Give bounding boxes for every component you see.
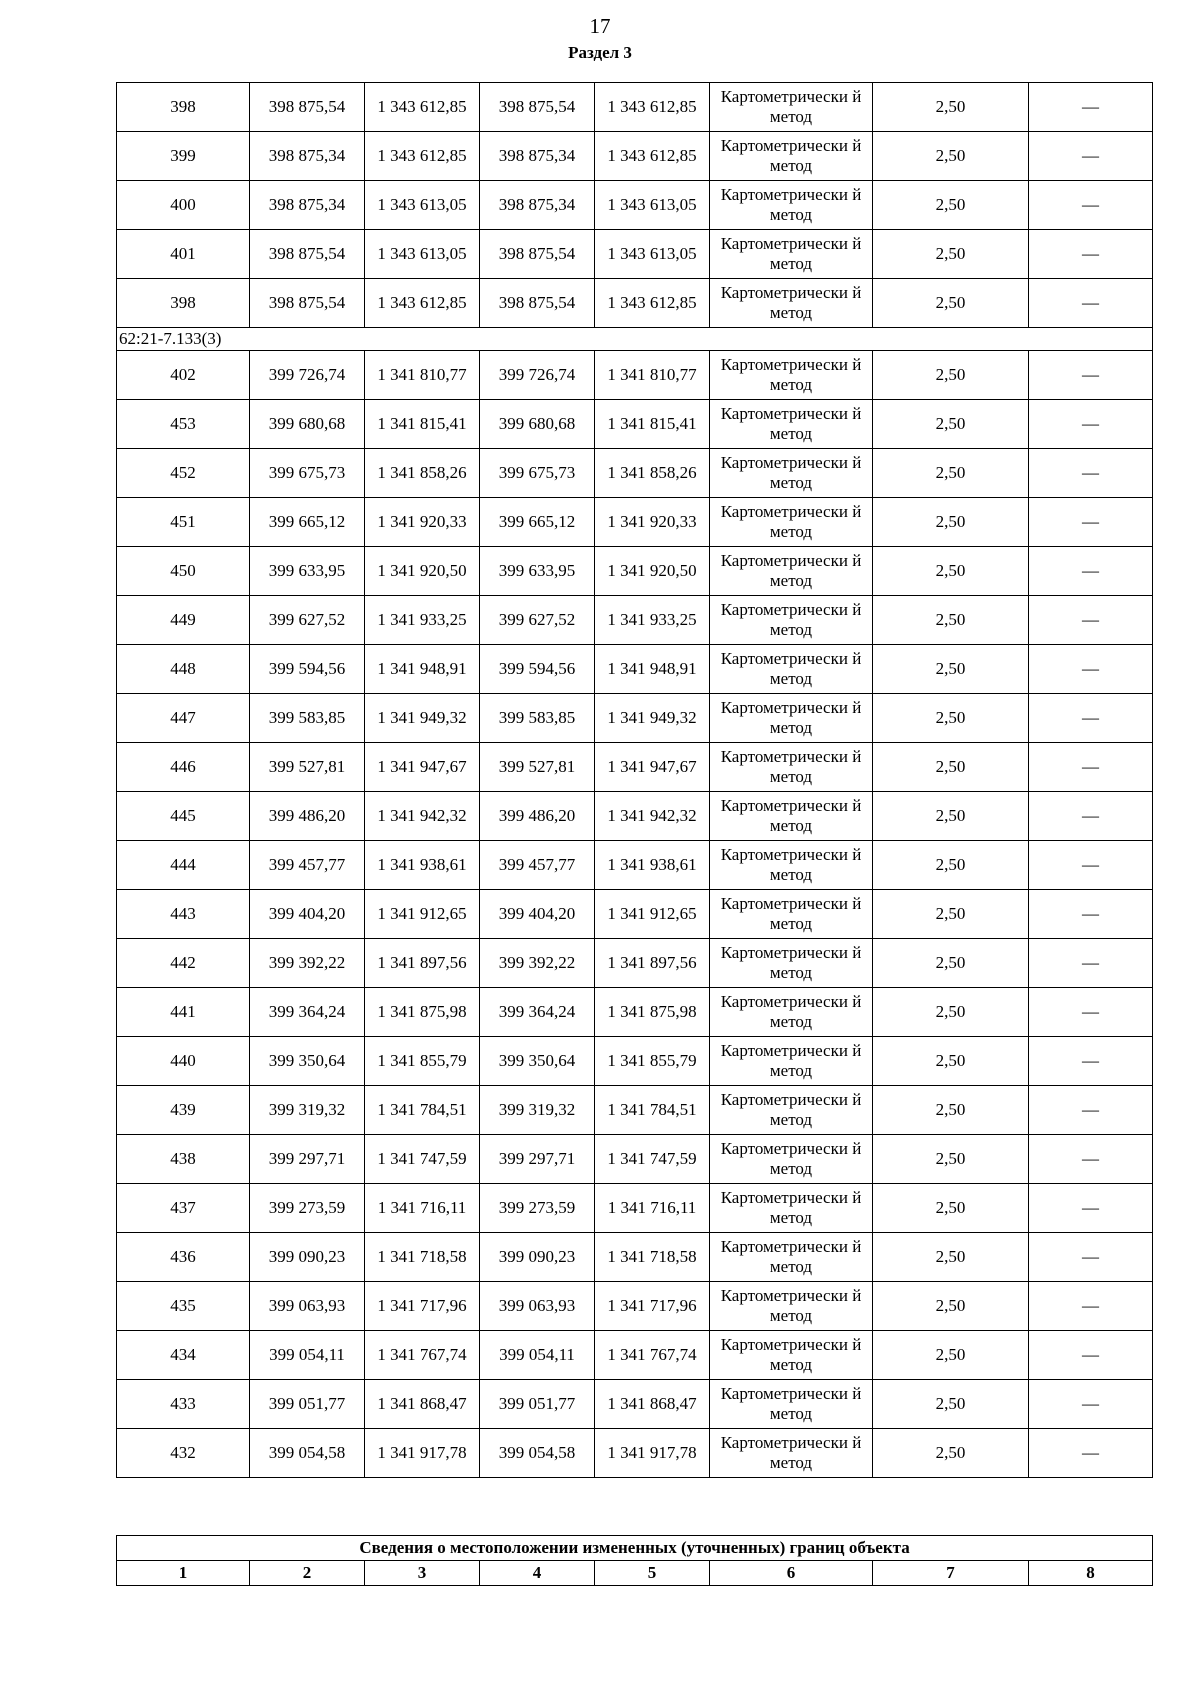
y-refined-cell: 1 341 933,25 (595, 596, 710, 645)
y-existing-cell: 1 341 948,91 (365, 645, 480, 694)
y-existing-cell: 1 341 717,96 (365, 1282, 480, 1331)
y-existing-cell: 1 341 897,56 (365, 939, 480, 988)
x-refined-cell: 399 527,81 (480, 743, 595, 792)
y-refined-cell: 1 341 920,33 (595, 498, 710, 547)
table-row (117, 939, 1153, 988)
notes-cell: — (1029, 1037, 1153, 1086)
table-row (117, 449, 1153, 498)
accuracy-cell: 2,50 (873, 547, 1029, 596)
x-existing-cell: 399 527,81 (250, 743, 365, 792)
x-refined-cell: 399 726,74 (480, 351, 595, 400)
y-existing-cell: 1 341 718,58 (365, 1233, 480, 1282)
notes-cell: — (1029, 596, 1153, 645)
x-refined-cell: 399 665,12 (480, 498, 595, 547)
method-cell: Картометрически й метод (710, 841, 873, 890)
x-existing-cell: 399 627,52 (250, 596, 365, 645)
x-existing-cell: 399 090,23 (250, 1233, 365, 1282)
x-existing-cell: 399 680,68 (250, 400, 365, 449)
point-number-cell: 453 (117, 400, 250, 449)
y-refined-cell: 1 341 718,58 (595, 1233, 710, 1282)
accuracy-cell: 2,50 (873, 181, 1029, 230)
table-group-row (117, 328, 1153, 351)
point-number-cell: 438 (117, 1135, 250, 1184)
method-cell: Картометрически й метод (710, 792, 873, 841)
point-number-cell: 447 (117, 694, 250, 743)
accuracy-cell: 2,50 (873, 132, 1029, 181)
page-number: 17 (589, 14, 611, 38)
x-refined-cell: 399 392,22 (480, 939, 595, 988)
x-existing-cell: 399 054,58 (250, 1429, 365, 1478)
y-existing-cell: 1 341 858,26 (365, 449, 480, 498)
point-number-cell: 398 (117, 83, 250, 132)
y-existing-cell: 1 341 815,41 (365, 400, 480, 449)
x-existing-cell: 399 583,85 (250, 694, 365, 743)
table-row (117, 132, 1153, 181)
x-existing-cell: 399 486,20 (250, 792, 365, 841)
notes-cell: — (1029, 132, 1153, 181)
y-existing-cell: 1 341 938,61 (365, 841, 480, 890)
y-refined-cell: 1 343 613,05 (595, 181, 710, 230)
x-refined-cell: 399 350,64 (480, 1037, 595, 1086)
y-refined-cell: 1 341 784,51 (595, 1086, 710, 1135)
accuracy-cell: 2,50 (873, 596, 1029, 645)
y-refined-cell: 1 341 717,96 (595, 1282, 710, 1331)
notes-cell: — (1029, 890, 1153, 939)
y-refined-cell: 1 341 855,79 (595, 1037, 710, 1086)
point-number-cell: 445 (117, 792, 250, 841)
table-row (117, 1233, 1153, 1282)
accuracy-cell: 2,50 (873, 1135, 1029, 1184)
method-cell: Картометрически й метод (710, 1086, 873, 1135)
column-number-cell: 8 (1029, 1561, 1153, 1586)
x-refined-cell: 399 594,56 (480, 645, 595, 694)
notes-cell: — (1029, 83, 1153, 132)
x-existing-cell: 399 297,71 (250, 1135, 365, 1184)
method-cell: Картометрически й метод (710, 400, 873, 449)
boundary-info-table (116, 1535, 1153, 1586)
point-number-cell: 448 (117, 645, 250, 694)
method-cell: Картометрически й метод (710, 132, 873, 181)
y-existing-cell: 1 343 612,85 (365, 279, 480, 328)
table-row (117, 694, 1153, 743)
x-existing-cell: 399 594,56 (250, 645, 365, 694)
y-refined-cell: 1 341 868,47 (595, 1380, 710, 1429)
column-number-row (117, 1561, 1153, 1586)
y-existing-cell: 1 343 612,85 (365, 132, 480, 181)
accuracy-cell: 2,50 (873, 890, 1029, 939)
x-existing-cell: 398 875,54 (250, 279, 365, 328)
method-cell: Картометрически й метод (710, 988, 873, 1037)
notes-cell: — (1029, 351, 1153, 400)
y-refined-cell: 1 341 810,77 (595, 351, 710, 400)
column-number-cell: 2 (250, 1561, 365, 1586)
table-row (117, 841, 1153, 890)
table-row (117, 890, 1153, 939)
y-refined-cell: 1 341 920,50 (595, 547, 710, 596)
table-row (117, 1331, 1153, 1380)
column-number-cell: 6 (710, 1561, 873, 1586)
accuracy-cell: 2,50 (873, 351, 1029, 400)
x-existing-cell: 399 350,64 (250, 1037, 365, 1086)
table-row (117, 351, 1153, 400)
x-refined-cell: 399 404,20 (480, 890, 595, 939)
notes-cell: — (1029, 1282, 1153, 1331)
method-cell: Картометрически й метод (710, 1331, 873, 1380)
table-row (117, 400, 1153, 449)
point-number-cell: 435 (117, 1282, 250, 1331)
x-refined-cell: 399 675,73 (480, 449, 595, 498)
point-number-cell: 398 (117, 279, 250, 328)
y-refined-cell: 1 343 612,85 (595, 83, 710, 132)
method-cell: Картометрически й метод (710, 1282, 873, 1331)
accuracy-cell: 2,50 (873, 694, 1029, 743)
method-cell: Картометрически й метод (710, 694, 873, 743)
table-row (117, 792, 1153, 841)
y-existing-cell: 1 341 716,11 (365, 1184, 480, 1233)
table-row (117, 596, 1153, 645)
x-existing-cell: 398 875,34 (250, 181, 365, 230)
x-refined-cell: 398 875,54 (480, 83, 595, 132)
method-cell: Картометрически й метод (710, 939, 873, 988)
x-refined-cell: 399 364,24 (480, 988, 595, 1037)
y-refined-cell: 1 341 815,41 (595, 400, 710, 449)
point-number-cell: 444 (117, 841, 250, 890)
method-cell: Картометрически й метод (710, 1037, 873, 1086)
method-cell: Картометрически й метод (710, 596, 873, 645)
accuracy-cell: 2,50 (873, 449, 1029, 498)
y-existing-cell: 1 343 613,05 (365, 230, 480, 279)
column-number-cell: 5 (595, 1561, 710, 1586)
x-refined-cell: 399 297,71 (480, 1135, 595, 1184)
table-row (117, 1429, 1153, 1478)
notes-cell: — (1029, 1233, 1153, 1282)
y-refined-cell: 1 341 947,67 (595, 743, 710, 792)
method-cell: Картометрически й метод (710, 1380, 873, 1429)
method-cell: Картометрически й метод (710, 890, 873, 939)
y-refined-cell: 1 341 917,78 (595, 1429, 710, 1478)
y-refined-cell: 1 343 612,85 (595, 279, 710, 328)
y-refined-cell: 1 341 938,61 (595, 841, 710, 890)
point-number-cell: 446 (117, 743, 250, 792)
point-number-cell: 450 (117, 547, 250, 596)
x-existing-cell: 399 364,24 (250, 988, 365, 1037)
x-refined-cell: 399 051,77 (480, 1380, 595, 1429)
x-refined-cell: 398 875,34 (480, 181, 595, 230)
point-number-cell: 434 (117, 1331, 250, 1380)
y-existing-cell: 1 341 947,67 (365, 743, 480, 792)
x-refined-cell: 399 486,20 (480, 792, 595, 841)
x-existing-cell: 399 063,93 (250, 1282, 365, 1331)
accuracy-cell: 2,50 (873, 83, 1029, 132)
table-row (117, 1282, 1153, 1331)
y-existing-cell: 1 341 920,33 (365, 498, 480, 547)
accuracy-cell: 2,50 (873, 498, 1029, 547)
group-label: 62:21-7.133(3) (117, 328, 1153, 351)
accuracy-cell: 2,50 (873, 645, 1029, 694)
y-refined-cell: 1 341 875,98 (595, 988, 710, 1037)
y-refined-cell: 1 341 912,65 (595, 890, 710, 939)
notes-cell: — (1029, 400, 1153, 449)
x-refined-cell: 399 680,68 (480, 400, 595, 449)
table-row (117, 1037, 1153, 1086)
point-number-cell: 432 (117, 1429, 250, 1478)
y-existing-cell: 1 341 912,65 (365, 890, 480, 939)
accuracy-cell: 2,50 (873, 1086, 1029, 1135)
column-number-cell: 4 (480, 1561, 595, 1586)
column-number-cell: 1 (117, 1561, 250, 1586)
method-cell: Картометрически й метод (710, 279, 873, 328)
method-cell: Картометрически й метод (710, 83, 873, 132)
notes-cell: — (1029, 181, 1153, 230)
column-number-cell: 7 (873, 1561, 1029, 1586)
method-cell: Картометрически й метод (710, 1429, 873, 1478)
x-refined-cell: 399 063,93 (480, 1282, 595, 1331)
method-cell: Картометрически й метод (710, 498, 873, 547)
accuracy-cell: 2,50 (873, 1037, 1029, 1086)
y-existing-cell: 1 341 942,32 (365, 792, 480, 841)
x-existing-cell: 399 633,95 (250, 547, 365, 596)
table-row (117, 645, 1153, 694)
table-row (117, 181, 1153, 230)
x-existing-cell: 398 875,54 (250, 230, 365, 279)
y-refined-cell: 1 341 716,11 (595, 1184, 710, 1233)
x-existing-cell: 399 675,73 (250, 449, 365, 498)
notes-cell: — (1029, 1331, 1153, 1380)
x-refined-cell: 399 054,11 (480, 1331, 595, 1380)
point-number-cell: 449 (117, 596, 250, 645)
x-existing-cell: 399 665,12 (250, 498, 365, 547)
notes-cell: — (1029, 1135, 1153, 1184)
table-row (117, 83, 1153, 132)
notes-cell: — (1029, 841, 1153, 890)
notes-cell: — (1029, 547, 1153, 596)
method-cell: Картометрически й метод (710, 181, 873, 230)
table-row (117, 988, 1153, 1037)
y-refined-cell: 1 341 858,26 (595, 449, 710, 498)
accuracy-cell: 2,50 (873, 743, 1029, 792)
table-row (117, 279, 1153, 328)
x-refined-cell: 399 273,59 (480, 1184, 595, 1233)
table-row (117, 1135, 1153, 1184)
point-number-cell: 443 (117, 890, 250, 939)
accuracy-cell: 2,50 (873, 279, 1029, 328)
point-number-cell: 399 (117, 132, 250, 181)
x-existing-cell: 399 273,59 (250, 1184, 365, 1233)
y-existing-cell: 1 341 767,74 (365, 1331, 480, 1380)
x-existing-cell: 399 054,11 (250, 1331, 365, 1380)
y-existing-cell: 1 341 875,98 (365, 988, 480, 1037)
y-existing-cell: 1 341 810,77 (365, 351, 480, 400)
accuracy-cell: 2,50 (873, 1429, 1029, 1478)
accuracy-cell: 2,50 (873, 1233, 1029, 1282)
notes-cell: — (1029, 230, 1153, 279)
table-row (117, 547, 1153, 596)
x-refined-cell: 399 319,32 (480, 1086, 595, 1135)
point-number-cell: 436 (117, 1233, 250, 1282)
method-cell: Картометрически й метод (710, 1184, 873, 1233)
x-refined-cell: 398 875,34 (480, 132, 595, 181)
notes-cell: — (1029, 1380, 1153, 1429)
accuracy-cell: 2,50 (873, 1282, 1029, 1331)
y-existing-cell: 1 343 612,85 (365, 83, 480, 132)
accuracy-cell: 2,50 (873, 1380, 1029, 1429)
method-cell: Картометрически й метод (710, 230, 873, 279)
x-refined-cell: 399 457,77 (480, 841, 595, 890)
notes-cell: — (1029, 939, 1153, 988)
x-refined-cell: 398 875,54 (480, 279, 595, 328)
notes-cell: — (1029, 1184, 1153, 1233)
accuracy-cell: 2,50 (873, 988, 1029, 1037)
y-existing-cell: 1 341 747,59 (365, 1135, 480, 1184)
y-existing-cell: 1 341 917,78 (365, 1429, 480, 1478)
y-existing-cell: 1 341 920,50 (365, 547, 480, 596)
method-cell: Картометрически й метод (710, 1233, 873, 1282)
y-refined-cell: 1 341 949,32 (595, 694, 710, 743)
x-refined-cell: 399 090,23 (480, 1233, 595, 1282)
method-cell: Картометрически й метод (710, 743, 873, 792)
coordinates-table (116, 82, 1153, 1478)
accuracy-cell: 2,50 (873, 400, 1029, 449)
method-cell: Картометрически й метод (710, 547, 873, 596)
table-row (117, 1086, 1153, 1135)
notes-cell: — (1029, 792, 1153, 841)
x-existing-cell: 399 051,77 (250, 1380, 365, 1429)
point-number-cell: 451 (117, 498, 250, 547)
x-existing-cell: 398 875,34 (250, 132, 365, 181)
table-row (117, 230, 1153, 279)
method-cell: Картометрически й метод (710, 1135, 873, 1184)
notes-cell: — (1029, 645, 1153, 694)
method-cell: Картометрически й метод (710, 645, 873, 694)
notes-cell: — (1029, 988, 1153, 1037)
x-existing-cell: 399 726,74 (250, 351, 365, 400)
notes-cell: — (1029, 449, 1153, 498)
notes-cell: — (1029, 498, 1153, 547)
x-existing-cell: 399 319,32 (250, 1086, 365, 1135)
notes-cell: — (1029, 279, 1153, 328)
section-title: Раздел 3 (568, 43, 632, 62)
y-existing-cell: 1 343 613,05 (365, 181, 480, 230)
table-row (117, 1380, 1153, 1429)
notes-cell: — (1029, 743, 1153, 792)
accuracy-cell: 2,50 (873, 841, 1029, 890)
column-number-cell: 3 (365, 1561, 480, 1586)
x-refined-cell: 399 583,85 (480, 694, 595, 743)
y-existing-cell: 1 341 933,25 (365, 596, 480, 645)
point-number-cell: 400 (117, 181, 250, 230)
x-refined-cell: 399 633,95 (480, 547, 595, 596)
notes-cell: — (1029, 1086, 1153, 1135)
y-existing-cell: 1 341 784,51 (365, 1086, 480, 1135)
y-existing-cell: 1 341 855,79 (365, 1037, 480, 1086)
boundary-info-title: Сведения о местоположении измененных (уточненных) границ объекта (117, 1536, 1153, 1561)
x-refined-cell: 398 875,54 (480, 230, 595, 279)
point-number-cell: 439 (117, 1086, 250, 1135)
accuracy-cell: 2,50 (873, 792, 1029, 841)
x-refined-cell: 399 054,58 (480, 1429, 595, 1478)
point-number-cell: 437 (117, 1184, 250, 1233)
y-existing-cell: 1 341 949,32 (365, 694, 480, 743)
x-refined-cell: 399 627,52 (480, 596, 595, 645)
point-number-cell: 442 (117, 939, 250, 988)
table-row (117, 498, 1153, 547)
x-existing-cell: 399 404,20 (250, 890, 365, 939)
point-number-cell: 441 (117, 988, 250, 1037)
y-refined-cell: 1 341 942,32 (595, 792, 710, 841)
table-row (117, 1184, 1153, 1233)
y-refined-cell: 1 341 767,74 (595, 1331, 710, 1380)
table-row (117, 743, 1153, 792)
accuracy-cell: 2,50 (873, 1331, 1029, 1380)
y-refined-cell: 1 343 612,85 (595, 132, 710, 181)
accuracy-cell: 2,50 (873, 939, 1029, 988)
y-refined-cell: 1 341 948,91 (595, 645, 710, 694)
y-refined-cell: 1 341 897,56 (595, 939, 710, 988)
x-existing-cell: 399 457,77 (250, 841, 365, 890)
method-cell: Картометрически й метод (710, 351, 873, 400)
notes-cell: — (1029, 1429, 1153, 1478)
accuracy-cell: 2,50 (873, 230, 1029, 279)
y-existing-cell: 1 341 868,47 (365, 1380, 480, 1429)
x-existing-cell: 399 392,22 (250, 939, 365, 988)
accuracy-cell: 2,50 (873, 1184, 1029, 1233)
point-number-cell: 433 (117, 1380, 250, 1429)
method-cell: Картометрически й метод (710, 449, 873, 498)
point-number-cell: 440 (117, 1037, 250, 1086)
point-number-cell: 401 (117, 230, 250, 279)
point-number-cell: 402 (117, 351, 250, 400)
point-number-cell: 452 (117, 449, 250, 498)
y-refined-cell: 1 343 613,05 (595, 230, 710, 279)
notes-cell: — (1029, 694, 1153, 743)
y-refined-cell: 1 341 747,59 (595, 1135, 710, 1184)
x-existing-cell: 398 875,54 (250, 83, 365, 132)
coordinates-table-body (117, 83, 1153, 1478)
